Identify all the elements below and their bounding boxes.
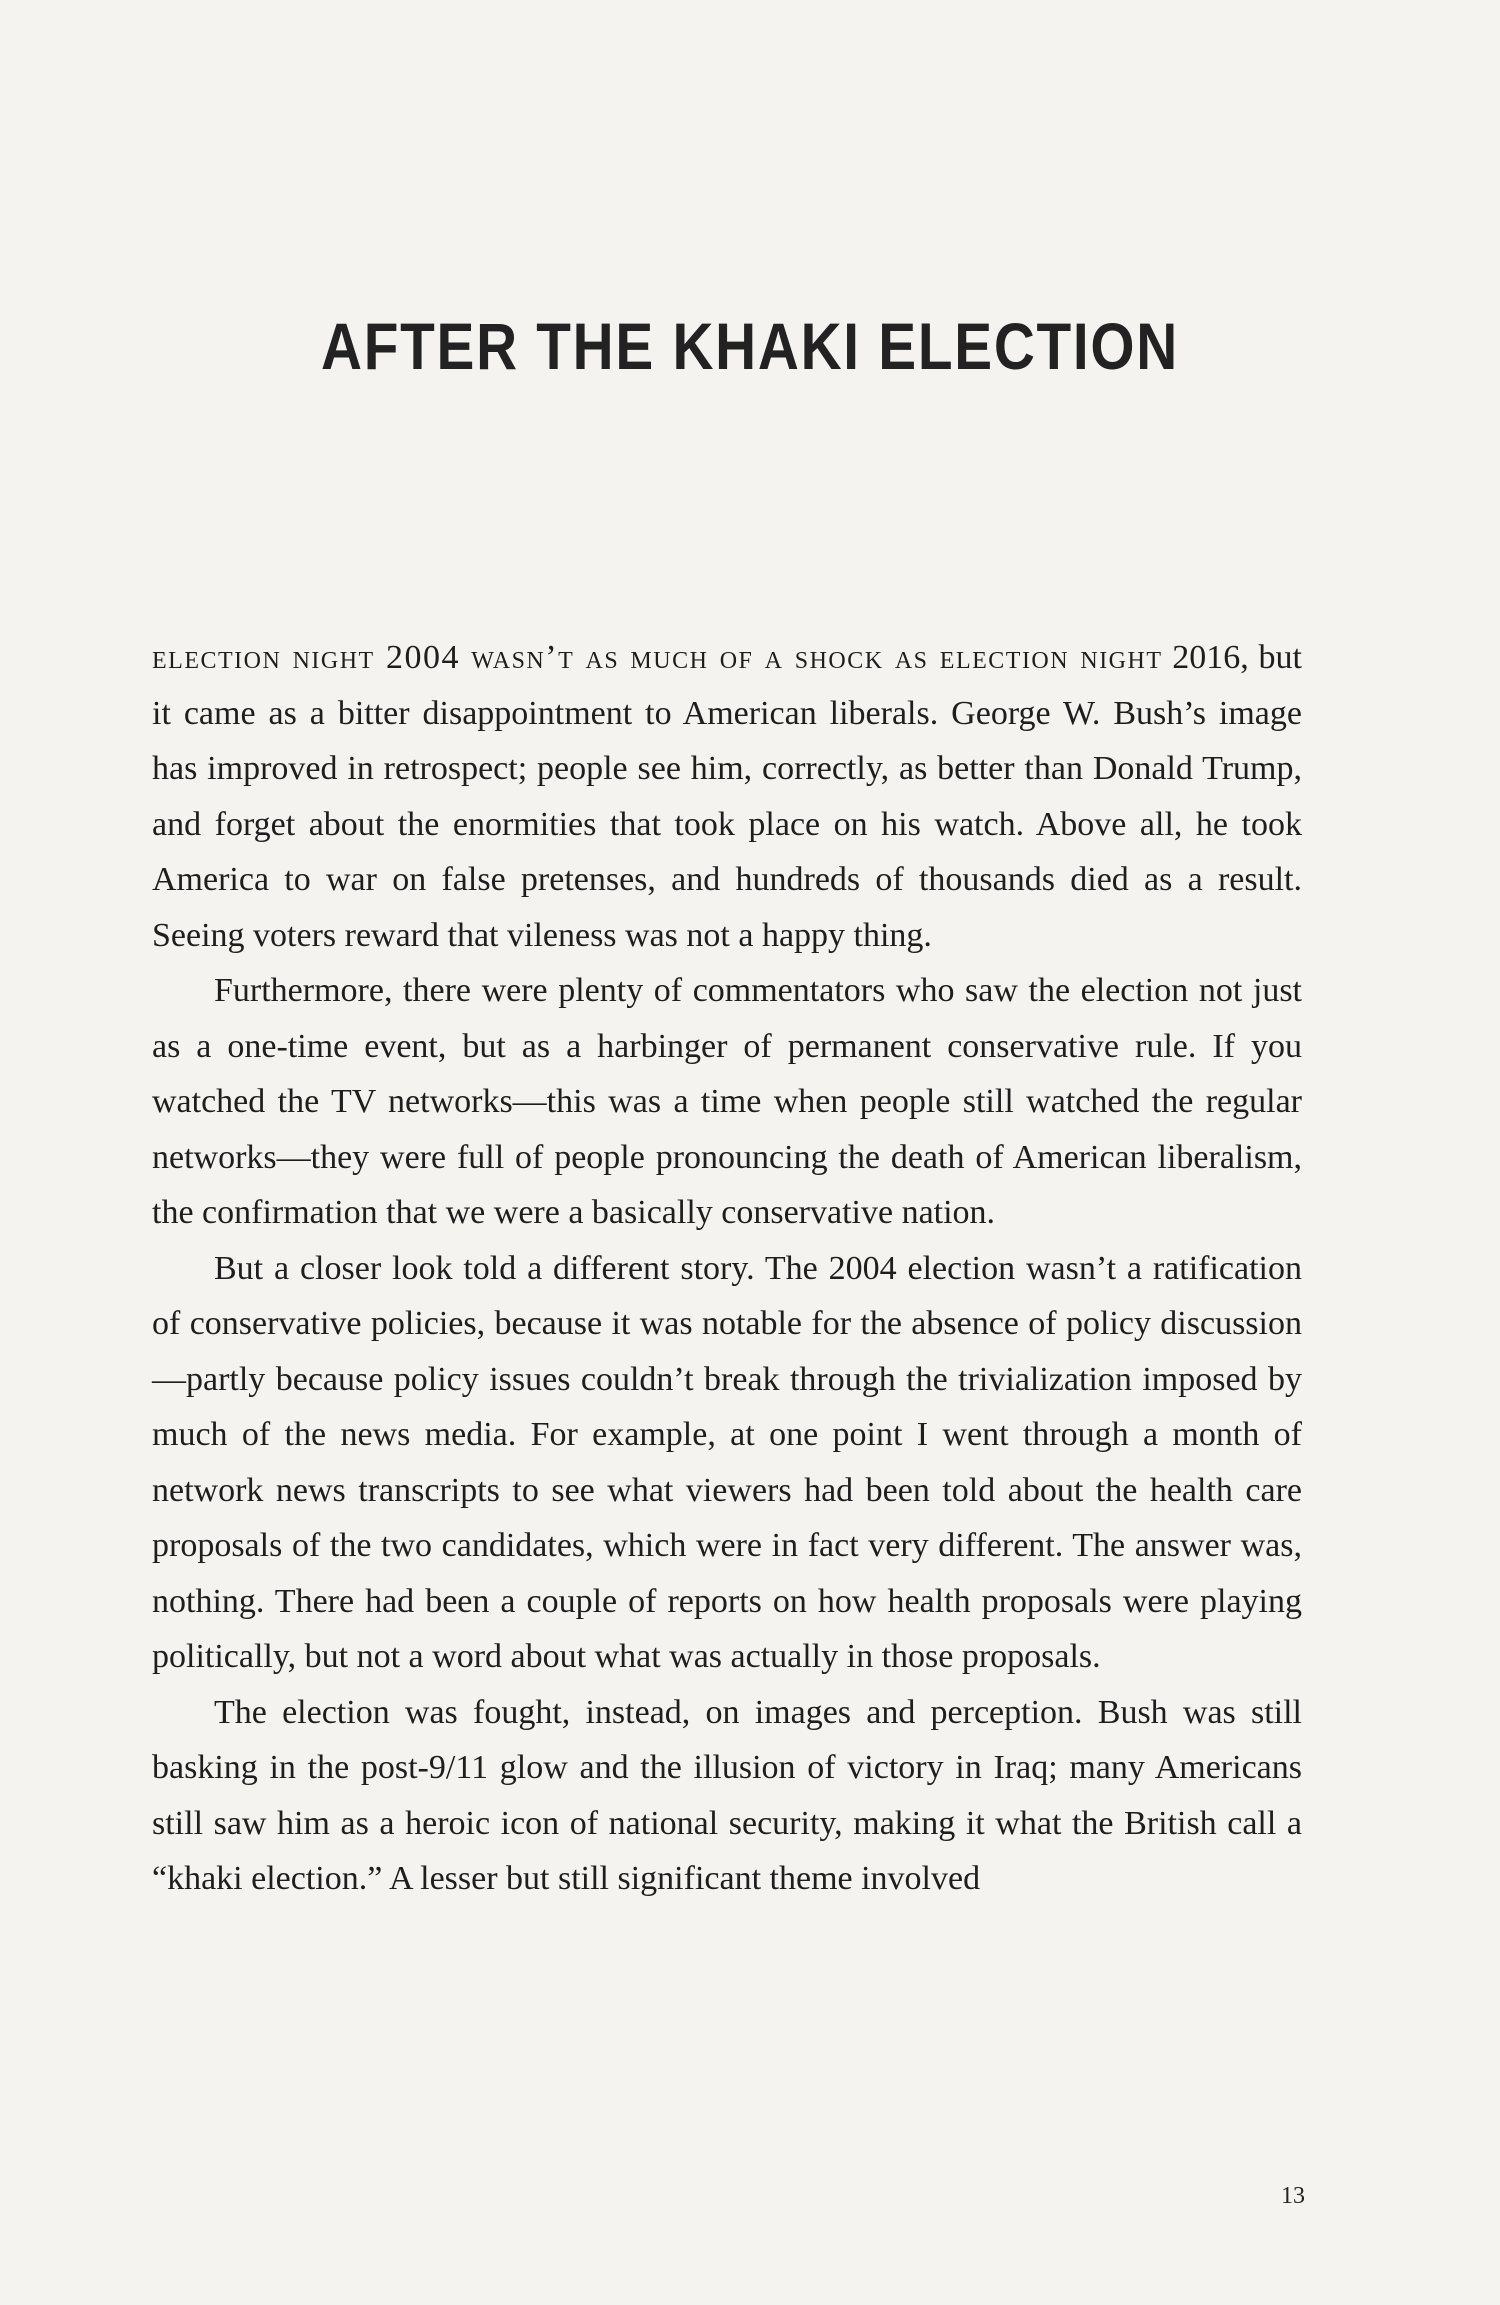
paragraph-3: But a closer look told a different story. The 2004 election wasn’t a ratification of conservative policies, because it was notable for the absence of policy discussion—partly because policy issues couldn’t break through the trivialization imposed by much of the news media. For example, at one point I went through a month of network news transcripts to see what viewers had been told about the health care proposals of the two candidates, which were in fact very different. The answer was, nothing. There had been a couple of reports on how health proposals were playing politically, but not a word about what was actually in those proposals. [152, 1249, 1302, 1675]
chapter-title: AFTER THE KHAKI ELECTION [321, 309, 1179, 383]
paragraph-1 [152, 630, 1302, 963]
paragraph-1-text: 2016, but it came as a bitter disappointment to American liberals. George W. Bush’s image has improved in retrospect; people see him, correctly, as better than Donald Trump, and forget about the enormities that took place on his watch. Above all, he took America to war on false pretenses, and hundreds of thousands died as a result. Seeing voters reward that vileness was not a happy thing. [152, 639, 1302, 954]
paragraph-2: Furthermore, there were plenty of commentators who saw the election not just as a one-time event, but as a harbinger of permanent conservative rule. If you watched the TV networks—this was a time when people still watched the regular networks—they were full of people pronouncing the death of American liberalism, the confirmation that we were a basically conservative nation. [152, 972, 1302, 1231]
page-number: 13 [1281, 2183, 1305, 2209]
chapter-body [152, 630, 1302, 1907]
paragraph-4: The election was fought, instead, on images and perception. Bush was still basking in the post-9/11 glow and the illusion of victory in Iraq; many Americans still saw him as a heroic icon of national security, making it what the British call a “khaki election.” A lesser but still significant theme involved [152, 1693, 1302, 1897]
opening-small-caps: election night 2004 wasn’t as much of a shock as election night [152, 639, 1163, 676]
